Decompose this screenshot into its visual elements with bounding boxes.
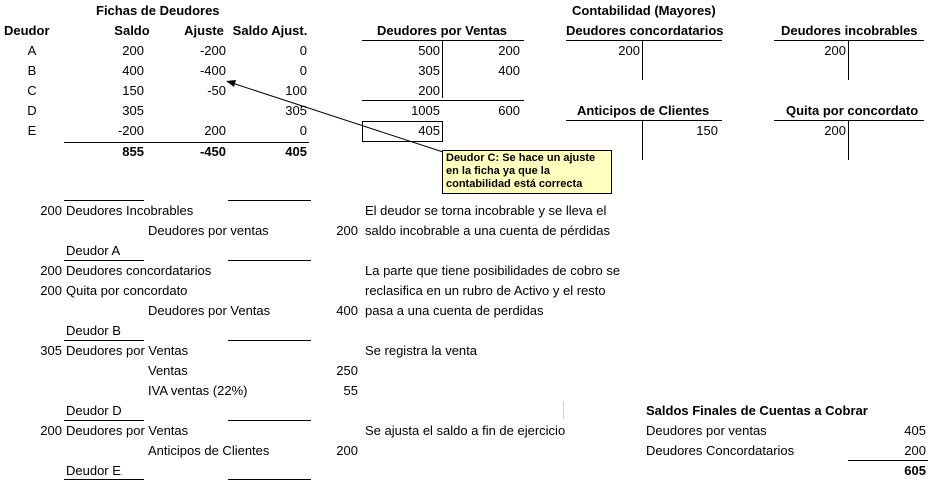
- deudor-cell: 0: [299, 43, 307, 58]
- deudor-cell: -400: [199, 63, 226, 78]
- total-ajuste: -450: [199, 144, 226, 159]
- saldos-label: Deudores Concordatarios: [646, 443, 795, 458]
- journal-credit-account: Deudores por ventas: [148, 223, 269, 238]
- deudor-cell: -200: [117, 123, 144, 138]
- journal-credit-amount: 200: [336, 223, 358, 238]
- header-saldo-ajust: Saldo Ajust.: [232, 23, 308, 38]
- journal-description: El deudor se torna incobrable y se lleva el: [365, 203, 607, 218]
- journal-description: reclasifica en un rubro de Activo y el resto: [365, 283, 606, 298]
- saldos-value: 200: [904, 443, 926, 458]
- total-saldo: 855: [122, 144, 144, 159]
- journal-debit-amount: 200: [40, 283, 62, 298]
- journal-debit-account: Deudores por Ventas: [66, 343, 189, 358]
- deudor-cell: 400: [122, 63, 144, 78]
- journal-credit-amount: 400: [336, 303, 358, 318]
- ledger-anticipos-title: Anticipos de Clientes: [577, 103, 710, 118]
- comment-line: contabilidad está correcta: [446, 178, 583, 190]
- dpv-credit-total: 600: [498, 103, 520, 118]
- dpv-title: Deudores por Ventas: [377, 23, 508, 38]
- comment-note[interactable]: [442, 150, 612, 194]
- deudor-cell: -200: [199, 43, 226, 58]
- journal-rule: [228, 200, 311, 201]
- journal-credit-amount: 250: [336, 363, 358, 378]
- dpv-debit-total: 1005: [411, 103, 440, 118]
- contab-title: Contabilidad (Mayores): [572, 3, 716, 18]
- ledger-anticipos-credit: 150: [696, 123, 718, 138]
- saldos-total: 605: [904, 463, 926, 478]
- journal-description: La parte que tiene posibilidades de cobro se: [365, 263, 621, 278]
- journal-rule: [64, 479, 144, 480]
- journal-debit-amount: 200: [40, 203, 62, 218]
- deudor-name: C: [27, 83, 37, 98]
- journal-rule: [228, 479, 311, 480]
- journal-description: pasa a una cuenta de perdidas: [365, 303, 544, 318]
- dpv-debit: 500: [418, 43, 440, 58]
- journal-rule: [64, 260, 144, 261]
- journal-rule: [228, 260, 311, 261]
- journal-credit-account: IVA ventas (22%): [148, 383, 248, 398]
- deudor-name: B: [27, 63, 37, 78]
- dpv-credit: 400: [498, 63, 520, 78]
- deudor-cell: 150: [122, 83, 144, 98]
- deudor-cell: 200: [122, 43, 144, 58]
- header-ajuste: Ajuste: [184, 23, 224, 38]
- journal-rule: [228, 420, 311, 421]
- deudor-cell: 0: [299, 63, 307, 78]
- dpv-debit: 200: [418, 83, 440, 98]
- comment-line: en la ficha ya que la: [446, 165, 550, 177]
- saldos-label: Deudores por ventas: [646, 423, 767, 438]
- journal-description: Se ajusta el saldo a fin de ejercicio: [365, 423, 566, 438]
- journal-debit-account: Deudores Incobrables: [66, 203, 194, 218]
- journal-credit-amount: 200: [336, 443, 358, 458]
- journal-credit-account: Anticipos de Clientes: [148, 443, 270, 458]
- dpv-debit: 305: [418, 63, 440, 78]
- journal-credit-amount: 55: [343, 383, 358, 398]
- comment-line: Deudor C: Se hace un ajuste: [446, 152, 596, 164]
- deudor-name: D: [27, 103, 37, 118]
- journal-entry-label-deudor-b: Deudor B: [66, 323, 121, 338]
- deudor-cell: 0: [299, 123, 307, 138]
- total-saldo-ajust: 405: [285, 144, 307, 159]
- saldos-total-rule: [848, 460, 928, 461]
- journal-debit-account: Deudores concordatarios: [66, 263, 212, 278]
- header-deudor: Deudor: [4, 23, 50, 38]
- journal-rule: [228, 340, 311, 341]
- journal-credit-account: Ventas: [148, 363, 188, 378]
- deudor-name: E: [27, 123, 37, 138]
- ledger-concordatarios-title: Deudores concordatarios: [566, 23, 724, 38]
- journal-entry-label-deudor-a: Deudor A: [66, 243, 121, 258]
- ledger-concordatarios-debit: 200: [618, 43, 640, 58]
- journal-debit-amount: 305: [40, 343, 62, 358]
- journal-debit-account: Deudores por Ventas: [66, 423, 189, 438]
- deudor-name: A: [27, 43, 37, 58]
- dpv-credit: 200: [498, 43, 520, 58]
- cell-border: [563, 401, 564, 419]
- deudor-cell: 305: [122, 103, 144, 118]
- journal-debit-amount: 200: [40, 263, 62, 278]
- journal-rule: [64, 420, 144, 421]
- deudor-cell: -50: [207, 83, 226, 98]
- journal-debit-account: Quita por concordato: [66, 283, 188, 298]
- deudor-cell: 305: [285, 103, 307, 118]
- journal-credit-account: Deudores por Ventas: [148, 303, 271, 318]
- journal-rule: [64, 340, 144, 341]
- ledger-quita-title: Quita por concordato: [786, 103, 919, 118]
- deudor-cell: 100: [285, 83, 307, 98]
- journal-description: saldo incobrable a una cuenta de pérdidas: [365, 223, 611, 238]
- ledger-incobrables-title: Deudores incobrables: [781, 23, 918, 38]
- journal-rule: [64, 200, 144, 201]
- journal-description: Se registra la venta: [365, 343, 478, 358]
- deudor-cell: 200: [204, 123, 226, 138]
- journal-entry-label-deudor-d: Deudor D: [66, 403, 122, 418]
- fichas-title: Fichas de Deudores: [96, 3, 220, 18]
- ledger-quita-debit: 200: [824, 123, 846, 138]
- ledger-incobrables-debit: 200: [824, 43, 846, 58]
- journal-entry-label-deudor-e: Deudor E: [66, 463, 121, 478]
- journal-debit-amount: 200: [40, 423, 62, 438]
- header-saldo: Saldo: [114, 23, 150, 38]
- saldos-title: Saldos Finales de Cuentas a Cobrar: [646, 403, 868, 418]
- dpv-balance: 405: [418, 123, 440, 138]
- saldos-value: 405: [904, 423, 926, 438]
